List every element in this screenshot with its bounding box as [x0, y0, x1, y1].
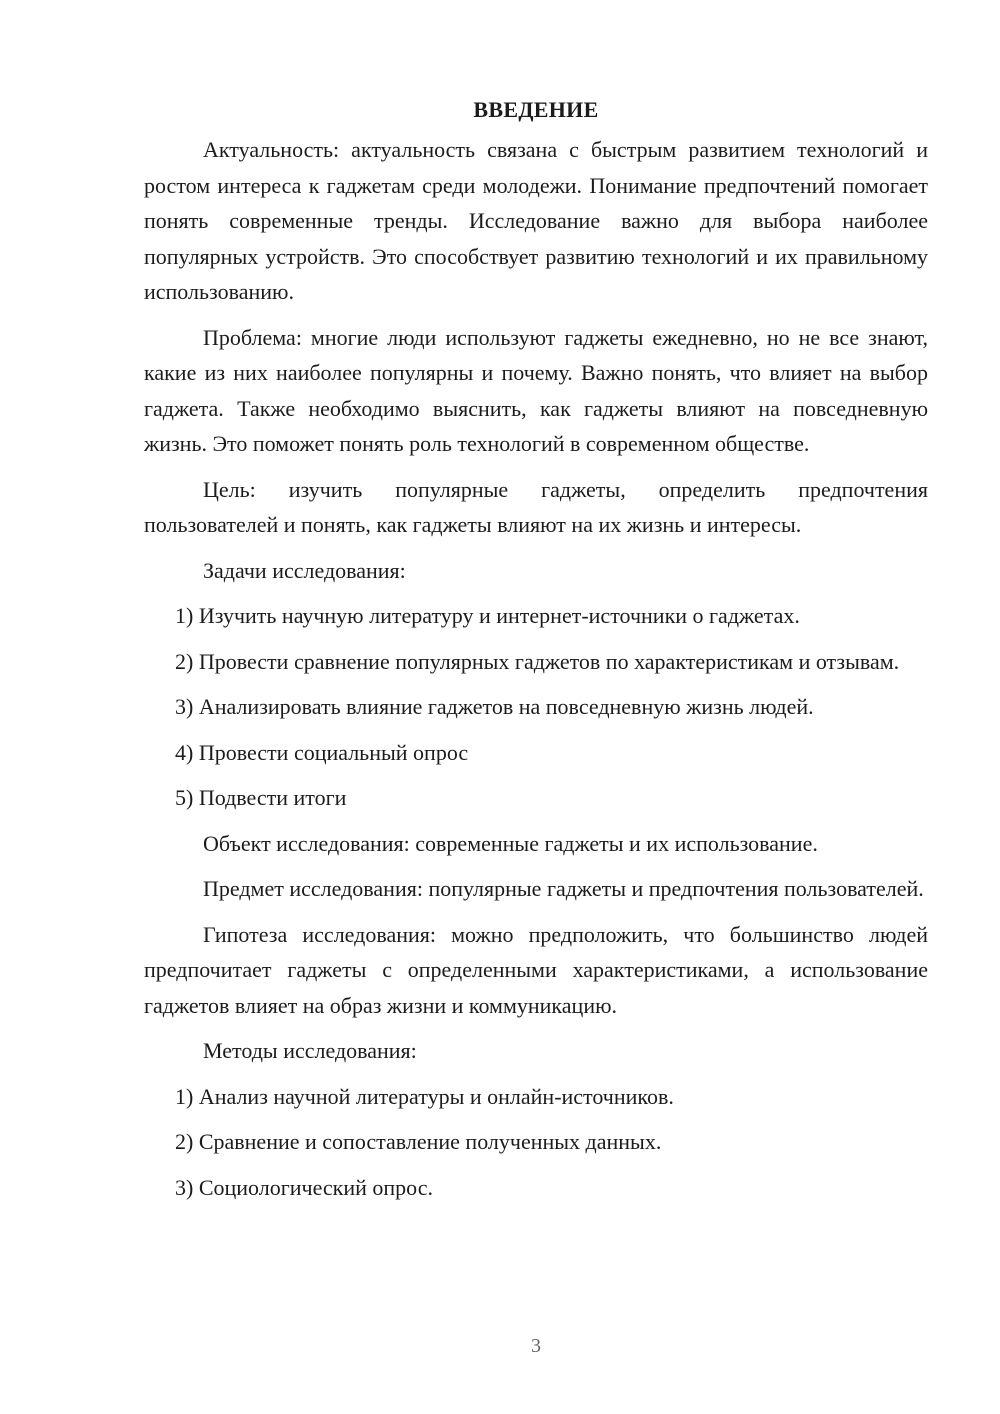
- task-item-3: 3) Анализировать влияние гаджетов на повседневную жизнь людей.: [175, 694, 814, 719]
- method-item-2: 2) Сравнение и сопоставление полученных данных.: [175, 1129, 662, 1154]
- task-item-1: 1) Изучить научную литературу и интернет-источники о гаджетах.: [175, 603, 800, 628]
- paragraph-goal: Цель: изучить популярные гаджеты, определить предпочтения пользователей и понять, как гаджеты влияют на их жизнь и интересы.: [144, 476, 928, 537]
- task-item-5: 5) Подвести итоги: [175, 785, 347, 810]
- paragraph-relevance: Актуальность: актуальность связана с быстрым развитием технологий и ростом интереса к гаджетам среди молодежи. Понимание предпочтений помогает понять современные тренды. Исследование важно для выбора наиболее популярных устройств. Это способствует развитию технологий и их правильному использованию.: [144, 137, 928, 304]
- paragraph-problem: Проблема: многие люди используют гаджеты ежедневно, но не все знают, какие из них наиболее популярны и почему. Важно понять, что влияет на выбор гаджета. Также необходимо выяснить, как гаджеты влияют на повседневную жизнь. Это поможет понять роль технологий в современном обществе.: [144, 324, 928, 456]
- task-item-4: 4) Провести социальный опрос: [175, 739, 469, 765]
- tasks-heading: Задачи исследования:: [203, 557, 406, 583]
- paragraph-subject: Предмет исследования: популярные гаджеты и предпочтения пользователей.: [203, 876, 924, 901]
- page-number: 3: [531, 1335, 541, 1357]
- document-page: [144, 92, 928, 1205]
- section-title: ВВЕДЕНИЕ: [473, 97, 599, 122]
- paragraph-object: Объект исследования: современные гаджеты и их использование.: [203, 830, 818, 856]
- task-item-2: 2) Провести сравнение популярных гаджетов по характеристикам и отзывам.: [175, 648, 900, 674]
- paragraph-hypothesis: Гипотеза исследования: можно предположить, что большинство людей предпочитает гаджеты с определенными характеристиками, а использование гаджетов влияет на образ жизни и коммуникацию.: [144, 921, 928, 1018]
- method-item-1: 1) Анализ научной литературы и онлайн-источников.: [175, 1083, 674, 1109]
- methods-heading: Методы исследования:: [203, 1038, 417, 1063]
- method-item-3: 3) Социологический опрос.: [175, 1174, 433, 1200]
